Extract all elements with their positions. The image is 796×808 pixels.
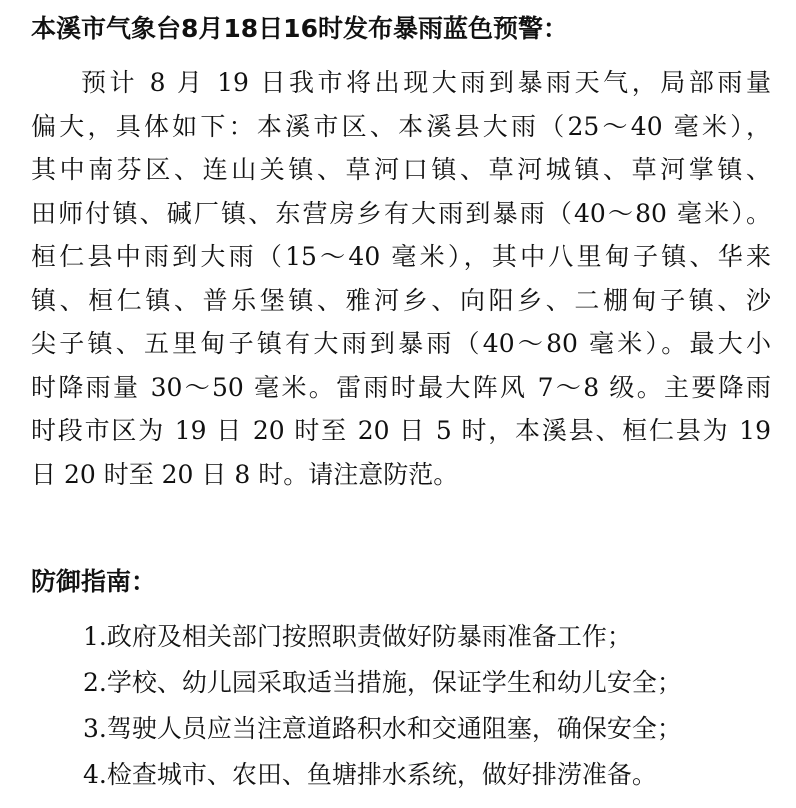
paragraph-line: 尖子镇、五里甸子镇有大雨到暴雨（40～80 毫米）。最大小 — [31, 329, 771, 358]
paragraph-line: 其中南芬区、连山关镇、草河口镇、草河城镇、草河掌镇、 — [31, 155, 771, 184]
paragraph-line: 桓仁县中雨到大雨（15～40 毫米），其中八里甸子镇、华来 — [31, 242, 771, 271]
paragraph-line: 田师付镇、碱厂镇、东营房乡有大雨到暴雨（40～80 毫米）。 — [31, 198, 771, 228]
guide-item: 1.政府及相关部门按照职责做好防暴雨准备工作； — [83, 622, 632, 651]
warning-title: 本溪市气象台8月18日16时发布暴雨蓝色预警： — [31, 14, 568, 43]
guide-list — [83, 614, 682, 798]
paragraph-line: 时段市区为 19 日 20 时至 20 日 5 时，本溪县、桓仁县为 19 — [31, 416, 771, 445]
guide-item: 3.驾驶人员应当注意道路积水和交通阻塞，确保安全； — [83, 714, 682, 743]
guide-title: 防御指南： — [31, 567, 157, 596]
paragraph-line: 镇、桓仁镇、普乐堡镇、雅河乡、向阳乡、二棚甸子镇、沙 — [31, 285, 771, 315]
forecast-paragraph — [31, 61, 771, 496]
paragraph-line: 偏大，具体如下：本溪市区、本溪县大雨（25～40 毫米）， — [31, 111, 771, 141]
paragraph-line: 日 20 时至 20 日 8 时。请注意防范。 — [31, 459, 459, 489]
guide-item: 2.学校、幼儿园采取适当措施，保证学生和幼儿安全； — [83, 668, 682, 697]
paragraph-line: 时降雨量 30～50 毫米。雷雨时最大阵风 7～8 级。主要降雨 — [31, 372, 771, 402]
guide-item: 4.检查城市、农田、鱼塘排水系统，做好排涝准备。 — [83, 760, 657, 789]
paragraph-line: 预计 8 月 19 日我市将出现大雨到暴雨天气，局部雨量 — [81, 68, 771, 97]
